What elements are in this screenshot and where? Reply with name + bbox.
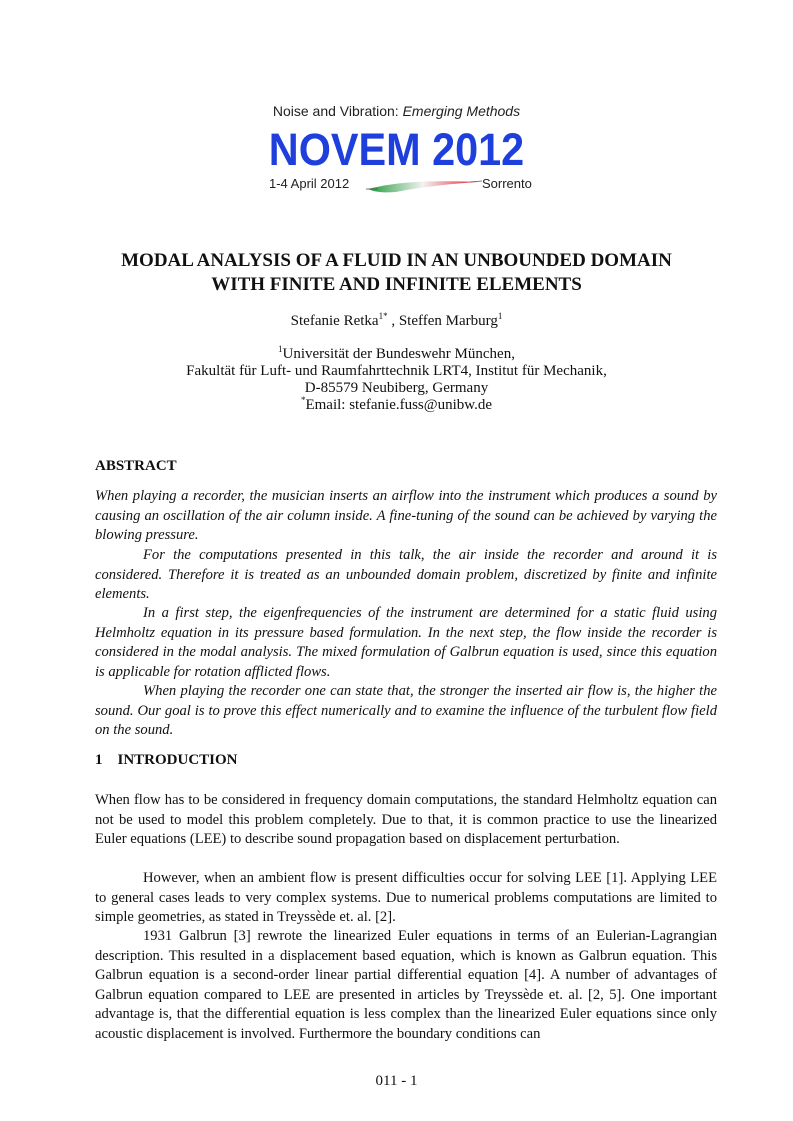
affiliation-line-1 <box>0 346 793 363</box>
introduction-paragraph-2: However, when an ambient flow is present difficulties occur for solving LEE [1]. Applying LEE to general cases leads to very complex systems. Due to numerical problems computations are limited to simple geometries, as stated in Treyssède et. al. [2]. <box>95 870 717 926</box>
paper-authors <box>0 313 793 330</box>
abstract-paragraph-1: When playing a recorder, the musician inserts an airflow into the instrument which produces a sound by causing an oscillation of the air column inside. A fine-tuning of the sound can be achieved by varying the blowing pressure. <box>95 488 717 544</box>
email-superscript: * <box>300 395 306 405</box>
affiliation-email: Email: stefanie.fuss@unibw.de <box>305 397 493 413</box>
author-2: Steffen Marburg <box>398 313 498 329</box>
abstract-paragraph-2: For the computations presented in this talk, the air inside the recorder and around it is considered. Therefore it is treated as an unbounded domain problem, discretized by finite and infinite elements. <box>95 547 717 603</box>
author-1-superscript: 1* <box>378 311 388 321</box>
conference-name: NOVEM 2012 <box>268 124 525 175</box>
introduction-paragraph-1: When flow has to be considered in frequency domain computations, the standard Helmholtz equation can not be used to model this problem completely. Due to that, it is common practice to use the linearized Euler equations (LEE) to describe sound propagation based on displacement perturbation. <box>95 792 717 848</box>
conference-swoosh-logo <box>366 176 482 194</box>
affiliation-line-3: D-85579 Neubiberg, Germany <box>304 380 489 396</box>
abstract-paragraph-3: In a first step, the eigenfrequencies of the instrument are determined for a static fluid using Helmholtz equation in its pressure based formulation. In the next step, the flow inside the recorder is considered in the modal analysis. The mixed formulation of Galbrun equation is used, since this equation is applicable for rotation afflicted flows. <box>95 605 717 680</box>
conference-subtitle-plain: Noise and Vibration: <box>272 103 403 119</box>
conference-place: Sorrento <box>482 176 532 191</box>
affiliation-superscript: 1 <box>278 344 283 354</box>
author-1: Stefanie Retka <box>290 313 379 329</box>
affiliation-university: Universität der Bundeswehr München, <box>282 346 515 362</box>
abstract-heading: ABSTRACT <box>95 458 177 474</box>
author-2-superscript: 1 <box>497 311 503 321</box>
conference-subtitle-italic: Emerging Methods <box>402 103 521 119</box>
affiliation-email-line <box>0 397 793 414</box>
paper-title <box>60 249 733 297</box>
page-number: 011 - 1 <box>375 1073 418 1089</box>
introduction-heading: 1 INTRODUCTION <box>95 752 238 768</box>
paper-title-line-2: WITH FINITE AND INFINITE ELEMENTS <box>211 274 582 295</box>
conference-date: 1-4 April 2012 <box>269 176 350 191</box>
affiliation-line-2: Fakultät für Luft- und Raumfahrttechnik LRT4, Institut für Mechanik, <box>186 363 607 379</box>
conference-subtitle <box>0 103 793 119</box>
affiliation-block <box>0 346 793 414</box>
abstract-paragraph-4: When playing the recorder one can state that, the stronger the inserted air flow is, the higher the sound. Our goal is to prove this effect numerically and to examine the influence of the turbulent flow field on the sound. <box>95 683 717 739</box>
introduction-paragraph-3: 1931 Galbrun [3] rewrote the linearized Euler equations in terms of an Eulerian-Lagrangian description. This resulted in a displacement based equation, which is known as Galbrun equation. This Galbrun equation is a second-order linear partial differential equation [4]. A number of advantages of Galbrun equation compared to LEE are presented in articles by Treyssède et. al. [2, 5]. One important advantage is, that the differential equation is less complex than the linearized Euler equations since only acoustic displacement is involved. Furthermore the boundary conditions can <box>95 928 717 1042</box>
author-separator: , <box>387 313 399 329</box>
paper-title-line-1: MODAL ANALYSIS OF A FLUID IN AN UNBOUNDED DOMAIN <box>121 250 672 271</box>
